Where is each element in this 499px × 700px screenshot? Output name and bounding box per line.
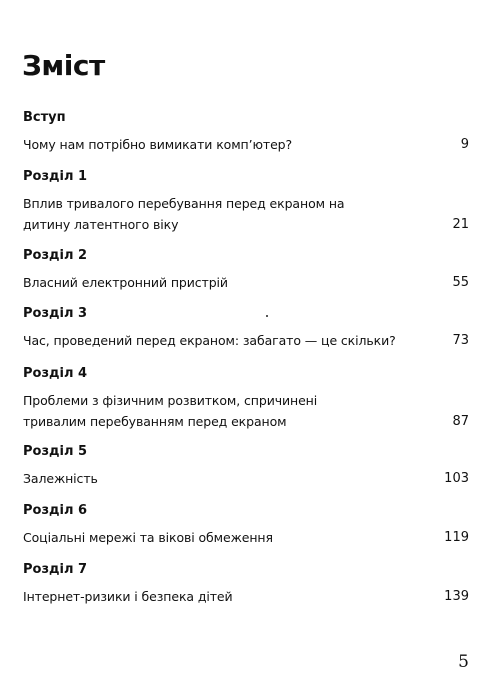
toc-entry-page-number: 103 — [444, 471, 469, 486]
toc-entry-chapter-4 — [23, 366, 469, 432]
toc-entry-title: Власний електронний пристрій — [23, 275, 228, 290]
toc-entry-page-number: 119 — [444, 530, 469, 545]
toc-entry-title: Час, проведений перед екраном: забагато — це скільки? — [23, 333, 396, 348]
toc-entry-title: Вплив тривалого перебування перед екраном на дитину латентного віку — [23, 196, 345, 232]
toc-entry-heading: Розділ 1 — [23, 169, 88, 184]
toc-entry-row — [23, 586, 469, 607]
toc-entry-title: Проблеми з фізичним розвитком, спричинені тривалим перебуванням перед екраном — [23, 393, 318, 429]
toc-entry-row — [23, 193, 469, 235]
toc-entry-page-number: 73 — [452, 333, 469, 348]
toc-entry-title: Інтернет-ризики і безпека дітей — [23, 589, 233, 604]
toc-entry-page-number: 21 — [452, 217, 469, 232]
toc-entry-chapter-1 — [23, 169, 469, 235]
toc-entry-row — [23, 134, 469, 155]
page-folio: 5 — [458, 652, 469, 672]
toc-entry-page-number: 87 — [452, 414, 469, 429]
toc-entry-row — [23, 390, 469, 432]
toc-entry-title: Залежність — [23, 471, 98, 486]
toc-entry-heading: Вступ — [23, 110, 66, 125]
toc-entry-heading: Розділ 4 — [23, 366, 88, 381]
toc-entry-page-number: 139 — [444, 589, 469, 604]
toc-entry-row — [23, 330, 469, 351]
toc-entry-chapter-2 — [23, 248, 469, 293]
toc-entry-heading: Розділ 3 — [23, 306, 88, 321]
toc-entry-chapter-7 — [23, 562, 469, 607]
toc-entry-page-number: 55 — [452, 275, 469, 290]
toc-entry-heading: Розділ 6 — [23, 503, 88, 518]
toc-entry-row — [23, 527, 469, 548]
toc-entry-intro — [23, 110, 469, 155]
toc-entry-heading: Розділ 7 — [23, 562, 88, 577]
toc-entry-page-number: 9 — [460, 137, 469, 152]
toc-entry-chapter-5 — [23, 444, 469, 489]
toc-entry-title: Чому нам потрібно вимикати комп’ютер? — [23, 137, 293, 152]
toc-entry-heading: Розділ 5 — [23, 444, 88, 459]
toc-entry-chapter-3 — [23, 306, 469, 351]
page-title: Зміст — [22, 49, 105, 82]
toc-entry-chapter-6 — [23, 503, 469, 548]
toc-entry-title: Соціальні мережі та вікові обмеження — [23, 530, 273, 545]
toc-entry-row — [23, 272, 469, 293]
toc-entry-row — [23, 468, 469, 489]
toc-entry-heading: Розділ 2 — [23, 248, 88, 263]
